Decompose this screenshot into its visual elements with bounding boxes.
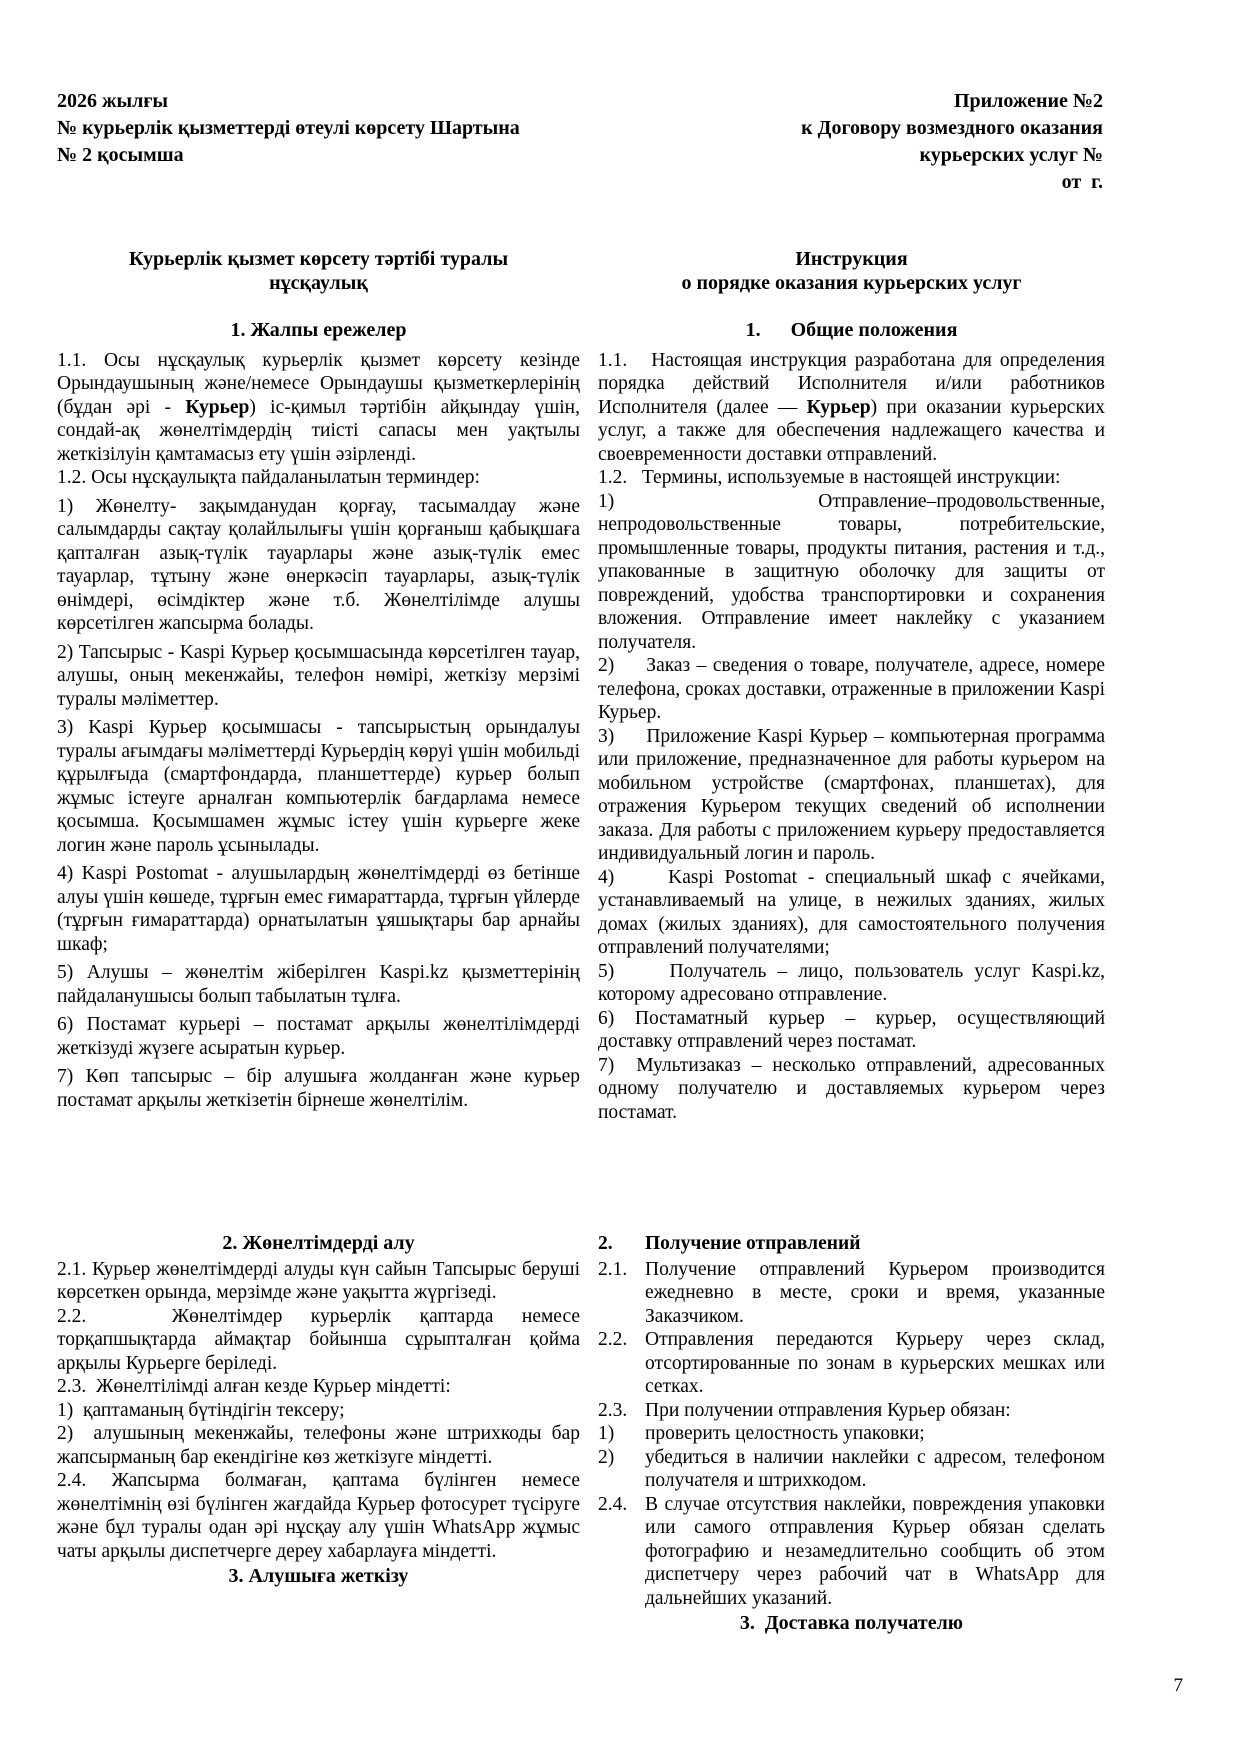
clause-2-2-kk: 2.2. Жөнелтімдер курьерлік қаптарда немесе торқапшықтарда аймақтар бойынша сұрыпталған қойма арқылы Курьерге беріледі.	[57, 1305, 580, 1374]
term-item-kk: 5) Алушы – жөнелтім жіберілген Kaspi.kz қызметтерінің пайдаланушысы болып табылатын тұлға.	[57, 962, 580, 1007]
term-item-ru: 1) Отправление–продовольственные, непродовольственные товары, потребительские, промышленные товары, продукты питания, растения и т.д., упакованные в защитную оболочку для защиты от повреждений, удобства транспортировки и сохранения вложения. Отправление имеет наклейку с указанием получателя.	[598, 490, 1105, 653]
header-appendix-kk	[57, 88, 520, 169]
header-line: № 2 қосымша	[57, 144, 184, 166]
term-item-ru: 6) Постаматный курьер – курьер, осуществляющий доставку отправлений через постамат.	[598, 1007, 1105, 1052]
term-item-ru: 3) Приложение Kaspi Курьер – компьютерная программа или приложение, предназначенное для работы курьером на мобильном устройстве (смартфонах, планшетах), для отражения Курьером текущих сведений об исполнении заказа. Для работы с приложением курьеру предоставляется индивидуальный логин и пароль.	[598, 725, 1105, 864]
clause-2-4-ru: 2.4. В случае отсутствия наклейки, повреждения упаковки или самого отправления Курьер обязан сделать фотографию и незамедлительно сообщить об этом диспетчеру через рабочий чат в WhatsApp для дальнейших указаний.	[598, 1493, 1105, 1609]
header-line: к Договору возмездного оказания	[801, 117, 1103, 139]
clause-2-1-kk: 2.1. Курьер жөнелтімдерді алуды күн сайын Тапсырыс беруші көрсеткен орында, мерзімде және уақытта жүргізеді.	[57, 1258, 580, 1303]
header-line: курьерских услуг №	[919, 144, 1103, 166]
section1-heading-ru: 1. Общие положения	[745, 319, 958, 341]
section2-heading-kk: 2. Жөнелтімдерді алу	[222, 1232, 415, 1254]
section2-heading-ru: 2. Получение отправлений	[598, 1233, 861, 1254]
header-line: от г.	[1061, 171, 1103, 193]
clause-1-2-kk: 1.2. Осы нұсқаулықта пайдаланылатын терминдер:	[57, 467, 480, 488]
document-title-kk	[57, 248, 580, 295]
left-column-section1	[57, 248, 580, 1230]
list-item-kk: 2) алушының мекенжайы, телефоны және штрихкоды бар жапсырманың бар екендігіне көз жеткізуге міндетті.	[57, 1423, 580, 1468]
right-column-section1	[598, 248, 1105, 1230]
page-number: 7	[1173, 1675, 1183, 1696]
document-title-ru	[598, 248, 1105, 295]
term-item-ru: 4) Kaspi Postomat - специальный шкаф с ячейками, устанавливаемый на улице, в нежилых зданиях, жилых домах (жилых зданиях), для самостоятельного получения отправлений получателями;	[598, 866, 1105, 958]
clause-1-2-ru: 1.2. Термины, используемые в настоящей инструкции:	[598, 467, 1061, 488]
term-item-ru: 7) Мультизаказ – несколько отправлений, адресованных одному получателю и доставляемых курьером через постамат.	[598, 1054, 1105, 1123]
left-column-section2	[57, 1232, 580, 1744]
term-item-kk: 3) Kaspi Курьер қосымшасы - тапсырыстың орындалуы туралы ағымдағы мәліметтерді Курьердің көруі үшін мобильді құрылғыда (смартфондарда, планшеттерде) курьер болып жұмыс істеуге арналған компьютерлік бағдарлама немесе қосымша. Қосымшамен жұмыс істеу үшін курьерге жеке логин және пароль ұсынылады.	[57, 717, 580, 856]
clause-2-1-ru: 2.1. Получение отправлений Курьером производится ежедневно в месте, сроки и время, указанные Заказчиком.	[598, 1258, 1105, 1327]
title-line: о порядке оказания курьерских услуг	[681, 271, 1022, 294]
header-line: 2026 жылғы	[57, 90, 169, 112]
list-item-ru: 2) убедиться в наличии наклейки с адресом, телефоном получателя и штрихкодом.	[598, 1446, 1105, 1491]
term-item-ru: 2) Заказ – сведения о товаре, получателе, адресе, номере телефона, сроках доставки, отраженные в приложении Kaspi Курьер.	[598, 655, 1105, 723]
right-column-section2	[598, 1232, 1105, 1744]
header-line: Приложение №2	[953, 90, 1103, 112]
title-line: Курьерлік қызмет көрсету тәртібі туралы	[128, 248, 509, 270]
term-item-kk: 2) Тапсырыс - Kaspi Курьер қосымшасында көрсетілген тауар, алушы, оның мекенжайы, телефон нөмірі, жеткізу мерзімі туралы мәліметтер.	[57, 641, 580, 710]
term-item-kk: 4) Kaspi Postomat - алушылардың жөнелтімдерді өз бетінше алуы үшін көшеде, тұрғын емес ғимараттарда, тұрғын үйлерде (тұрғын ғимараттарда) орнатылатын ұяшықтары бар арнайы шкаф;	[57, 863, 580, 955]
header-appendix-ru	[801, 88, 1103, 196]
clause-2-3-ru: 2.3. При получении отправления Курьер обязан:	[598, 1399, 1011, 1421]
title-line: нұсқаулық	[269, 271, 368, 294]
list-item-ru: 1) проверить целостность упаковки;	[598, 1423, 925, 1444]
clause-1-1-kk: 1.1. Осы нұсқаулық курьерлік қызмет көрсету кезінде Орындаушының және/немесе Орындаушы қызметкерлерінің (бұдан әрі - Курьер) іс-қимыл тәртібін айқындау үшін, сондай-ақ жөнелтімдердің тиісті сапасы мен уақтылы жеткізілуін қамтамасыз ету үшін әзірленді.	[57, 349, 580, 465]
section3-heading-kk: 3. Алушыға жеткізу	[228, 1565, 409, 1587]
term-item-ru: 5) Получатель – лицо, пользователь услуг Kaspi.kz, которому адресовано отправление.	[598, 960, 1105, 1005]
term-item-kk: 1) Жөнелту- зақымданудан қорғау, тасымалдау және салымдарды сақтау қолайлылығы үшін қорғаныш қабықшаға қапталған азық-түлік тауарлары және азық-түлік емес тауарлар, тұтыну және өнеркәсіп тауарлары, азық-түлік өнімдері, өсімдіктер және т.б. Жөнелтілімде алушы көрсетілген жапсырма болады.	[57, 495, 580, 634]
clause-2-2-ru: 2.2. Отправления передаются Курьеру через склад, отсортированные по зонам в курьерских мешках или сетках.	[598, 1329, 1105, 1397]
section3-heading-ru: 3. Доставка получателю	[739, 1612, 964, 1634]
list-item-kk: 1) қаптаманың бүтіндігін тексеру;	[57, 1399, 345, 1421]
clause-1-1-ru: 1.1. Настоящая инструкция разработана для определения порядка действий Исполнителя и/или работников Исполнителя (далее — Курьер) при оказании курьерских услуг, а также для обеспечения надлежащего качества и своевременности доставки отправлений.	[598, 349, 1105, 465]
header-line: № курьерлік қызметтерді өтеулі көрсету Шартына	[57, 117, 520, 139]
clause-2-4-kk: 2.4. Жапсырма болмаған, қаптама бүлінген немесе жөнелтімнің өзі бүлінген жағдайда Курьер фотосурет түсіруге және бұл туралы одан әрі нұсқау алу үшін WhatsApp жұмыс чаты арқылы диспетчерге дереу хабарлауға міндетті.	[57, 1470, 580, 1562]
term-item-kk: 6) Постамат курьері – постамат арқылы жөнелтілімдерді жеткізуді жүзеге асыратын курьер.	[57, 1014, 580, 1059]
clause-2-3-kk: 2.3. Жөнелтілімді алған кезде Курьер міндетті:	[57, 1376, 451, 1397]
title-line: Инструкция	[795, 248, 908, 270]
term-item-kk: 7) Көп тапсырыс – бір алушыға жолданған және курьер постамат арқылы жеткізетін бірнеше жөнелтілім.	[57, 1066, 580, 1111]
section1-heading-kk: 1. Жалпы ережелер	[230, 319, 407, 341]
